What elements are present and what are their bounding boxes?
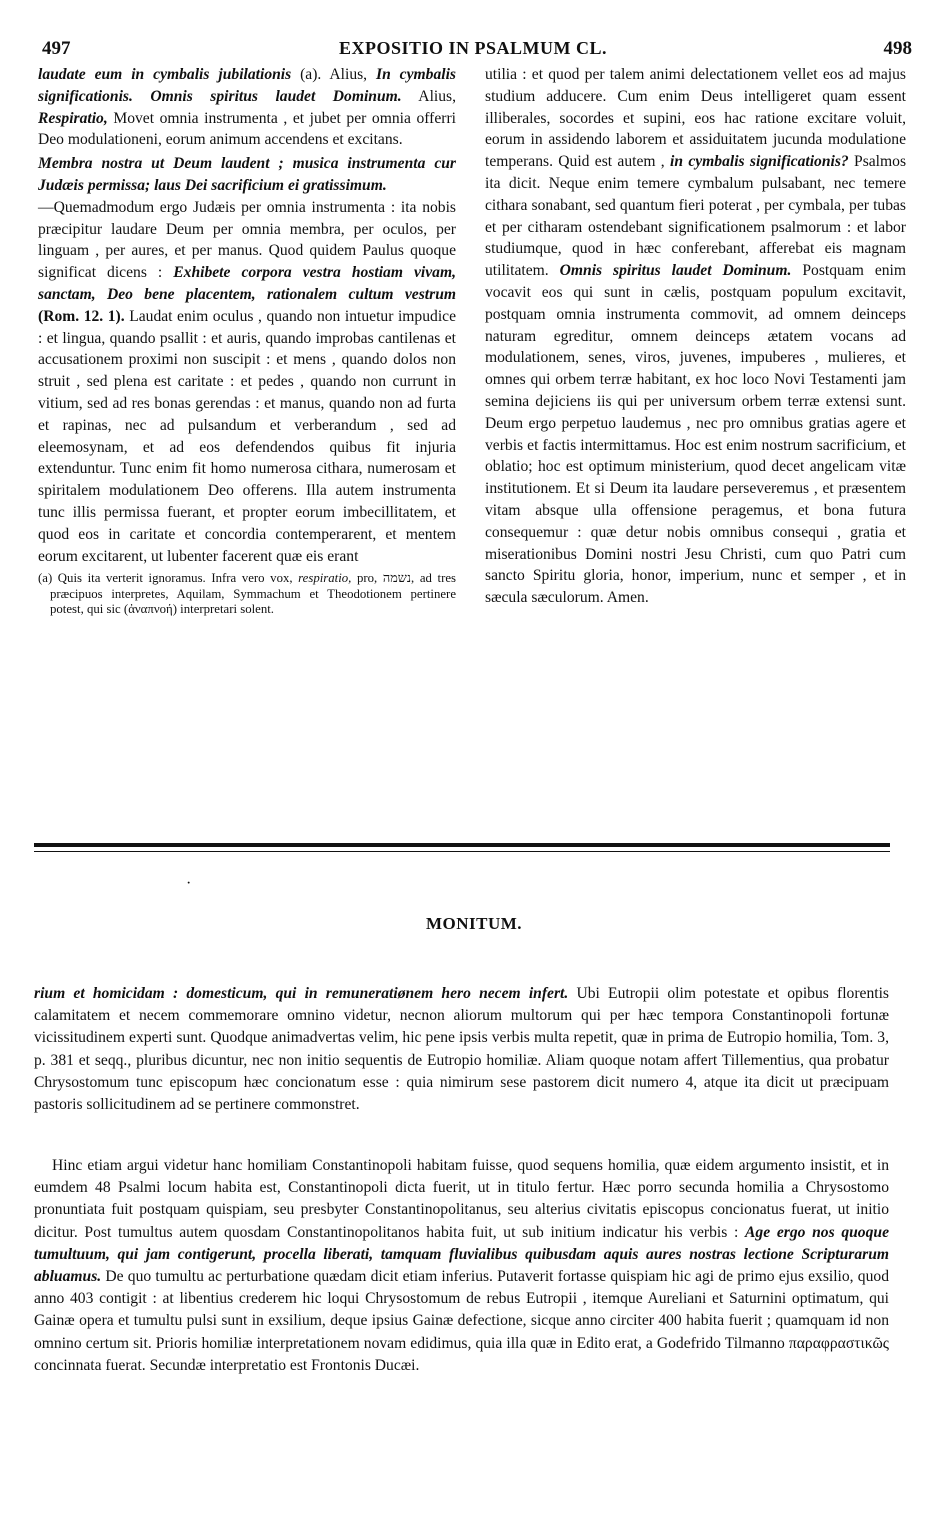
text-span: pro, נשמה, ad tres præcipuos interpretes, Aquilam, Symmachum et Theodotionem pertinere potest, qui sic (ἀναπνοή) interpretari solent. bbox=[50, 571, 456, 617]
quote-italic: In cymbalis significationis. Omnis spiritus laudet Dominum. bbox=[38, 66, 456, 105]
section-heading: Membra nostra ut Deum laudent ; musica instrumenta cur Judæis permissa; laus Dei sacrificium ei gratissimum. bbox=[38, 155, 456, 194]
greek-term: παραφραστικῶς bbox=[788, 1334, 889, 1352]
left-paragraph-1 bbox=[38, 64, 456, 151]
text-span: Laudat enim oculus , quando non intuetur impudice : et lingua, quando psallit : et auris, quando improbas cantilenas et accusationem proximi non suscipit : et mens , quando dolos non struit , sed plena est caritate : et pedes , quando non currunt in vitium, sed ad res bonas gerendas : et manus, quando non ad furta et rapinas, nec ad pulsandum et verberandum , sed ad eleemosynam, et ad eos defendendos quibus fit injuria extenduntur. Tunc enim fit homo numerosa cithara, numerosam et spiritalem modulationem Deo offerens. Illa autem instrumenta tunc illis permissa fuerant, et propter eorum imbecillitatem, et quod eos in caritate et concordia contemperarent, et mentem eorum excitarent, ut lubenter facerent quæ eis erant bbox=[38, 307, 456, 565]
left-column bbox=[38, 64, 456, 618]
quote-italic: Exhibete corpora vestra hostiam vivam, sanctam, Deo bene placentem, rationalem cultum vestrum bbox=[38, 264, 456, 303]
monitum-title: MONITUM. bbox=[425, 914, 523, 933]
text-span: Postquam enim vocavit eos qui sunt in cælis, postquam populum excitavit, postquam omnia instrumenta commovit, ad omnem deinceps naturam egreditur, omnem deinceps ætatem vocans ad modulationem, senes, viros, juvenes, impuberes , mulieres, et omnes qui orbem terræ habitant, ex hoc loco Novi Testamenti jam semina dejiciens iis qui per universum orbem terræ extensi sunt. Deum ergo perpetuo laudemus , nec pro omnibus gratias agere et verbis et factis intermittamus. Hoc est enim nostrum sacrificium, et oblatio; hoc est optimum ministerium, quod decet angelicam vitæ institutionem. Et si Deum ita laudare perseveremus , et præsentem vitam absque ulla offensione peragemus, et bona futura consequemur : quæ detur nobis omnibus consequi , gratia et miserationibus Domini nostri Jesu Christi, cum quo Patri cum sancto Spiritu gloria, honor, imperium, nunc et semper , et in sæcula sæculorum. Amen. bbox=[485, 262, 907, 607]
section-divider-thin bbox=[34, 851, 890, 852]
quote-italic: respiratio, bbox=[298, 571, 352, 586]
text-span: Alius, bbox=[401, 87, 456, 105]
text-span: —Quemadmodum ergo Judæis per omnia instrumenta : ita nobis præcipitur laudare Deum per omnia membra, per oculos, per linguam , per aures, et per manus. Quod quidem Paulus quoque significat dicens : bbox=[38, 198, 456, 282]
monitum-paragraph-1 bbox=[34, 983, 889, 1116]
running-title: EXPOSITIO IN PSALMUM CL. bbox=[338, 38, 608, 58]
text-span: utilia : et quod per talem animi delectationem vellet eos ad majus studium adducere. Cum enim Deus intelligeret quam essent illiberales, socordes et supini, eos hac ratione excitare voluit, eorum in assidendo laborem et assiduitatem jucunda modulatione temperans. Quid est autem , bbox=[485, 66, 906, 171]
right-column bbox=[485, 64, 906, 609]
monitum-paragraph-2 bbox=[34, 1155, 889, 1377]
quote-italic: rium et homicidam : domesticum, qui in remuneratiønem hero necem infert. bbox=[34, 985, 569, 1002]
quote-italic: in cymbalis significationis? bbox=[670, 153, 849, 171]
quote-italic: Respiratio, bbox=[38, 109, 108, 127]
left-paragraph-2 bbox=[38, 197, 456, 568]
section-divider-thick bbox=[34, 843, 890, 847]
text-span: Movet omnia instrumenta , et jubet per omnia offerri Deo modulationeni, eorum animum accendens et excitans. bbox=[38, 109, 456, 149]
text-span: (a) Quis ita verterit ignoramus. Infra vero vox, bbox=[38, 571, 299, 586]
quote-italic: Age ergo nos quoque tumultuum, qui jam contigerunt, procella liberati, tamquam fluvialibus quibusdam aquis aures nostras lectione Scripturarum abluamus. bbox=[34, 1223, 889, 1286]
text-span: (a). Alius, bbox=[291, 66, 377, 83]
text-span: De quo tumultu ac perturbatione quædam dicit etiam inferius. Putaverit fortasse quispiam hic agi de primo ejus exsilio, quod anno 403 contigit : at libentius crederem hic loqui Chrysostomum de rebus Eutropii , itemque Aureliani et Saturnini optimatum, qui Gainæ opera et tumultu pulsi sunt in exsilium, deque ipsius Gainæ defectione, sicque anno circiter 400 habita fuerit ; quamquam id non omnino certum sit. Prioris homiliæ interpretationem novam edidimus, quia illa quæ in Edito erat, a Godefrido Tilmanno bbox=[34, 1268, 889, 1352]
ink-speck: · bbox=[186, 875, 192, 892]
page-number-left: 497 bbox=[42, 38, 71, 59]
text-span: concinnata fuerat. Secundæ interpretatio est Frontonis Ducæi. bbox=[34, 1356, 420, 1374]
text-span: Ubi Eutropii olim potestate et opibus florentis calamitatem et necem commemorare omnino videtur, necnon aliorum multorum qui per hæc tempora Constantinopoli fortunæ vicissitudinem experti sunt. Quodque animadvertas velim, hic pene ipsis verbis multa repetit, quæ in prima de Eutropio homilia, Tom. 3, p. 381 et seqq., pluribus dicuntur, nec non initio sequentis de Eutropio homiliæ. Aliam quoque notam affert Tillementius, qua probatur Chrysostomum tunc episcopum hæc concionatum esse : quia nimirum sese pastorem dicit numero 4, atque ita dicit ut præcipuam pastoris sollicitudinem ad se pertinere commonstret. bbox=[34, 985, 889, 1114]
page-header bbox=[34, 38, 912, 64]
right-paragraph bbox=[485, 64, 906, 609]
text-span: Psalmos ita dicit. Neque enim temere cymbalum pulsabant, nec temere cithara sonabant, sed quantum fieri poterat , per cymbala, per tubas et per citharam ostendebant significationem psalmorum : et labor studiumque, quod in hæc conferebant, afferebat eis magnam utilitatem. bbox=[485, 153, 907, 280]
quote-italic: Omnis spiritus laudet Dominum. bbox=[559, 262, 792, 280]
scripture-reference: (Rom. 12. 1). bbox=[38, 307, 125, 325]
text-span: Hinc etiam argui videtur hanc homiliam Constantinopoli habitam fuisse, quod sequens homilia, quæ eidem argumento insistit, et in eumdem 48 Psalmi locum habita est, Constantinopoli dicta fuerit, ut in titulo fertur. Hæc porro secunda homilia a Chrysostomo pronuntiata fuit postquam quispiam, seu presbyter Constantinopolitanus, seu alterius civitatis episcopus concionatus fuerat, ut initio dicitur. Post tumultus autem quosdam Constantinopolitanos habita fuit, ut sub initium indicatur his verbis : bbox=[34, 1157, 889, 1241]
footnote bbox=[38, 571, 456, 618]
page-number-right: 498 bbox=[883, 38, 912, 59]
quote-italic: laudate eum in cymbalis jubilationis bbox=[38, 66, 292, 83]
